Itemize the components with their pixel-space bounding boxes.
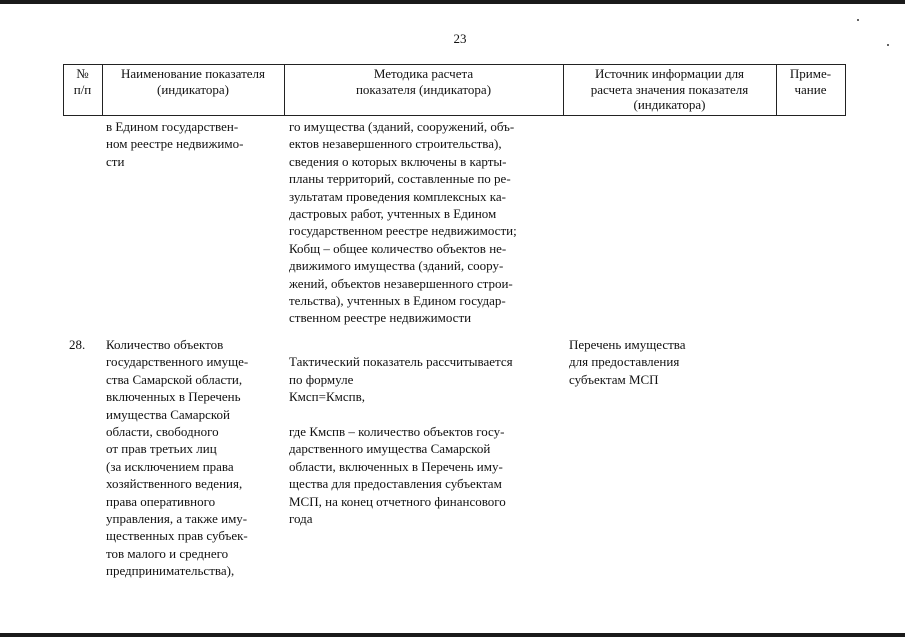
row-number: 28. xyxy=(69,337,86,352)
scan-speck xyxy=(887,44,889,46)
scan-top-edge xyxy=(0,0,905,4)
row-calculation-method xyxy=(289,336,559,527)
scan-speck xyxy=(857,19,859,21)
header-number: № п/п xyxy=(73,66,92,97)
table-top-border xyxy=(63,64,846,65)
table-border-right xyxy=(845,64,846,116)
page-number: 23 xyxy=(453,31,467,46)
method-intro: Тактический показатель рассчитывается по формуле xyxy=(289,354,513,387)
formula: Кмсп=Кмспв, xyxy=(289,389,365,405)
header-note: Приме- чание xyxy=(789,66,832,97)
method-definition: где Кмспв – количество объектов госу- дарственного имущества Самарской области, включенных в Перечень иму- щества для предоставления субъектам МСП, на конец отчетного финансового года xyxy=(289,424,506,527)
row-information-source: Перечень имущества для предоставления субъектам МСП xyxy=(569,337,686,387)
header-calculation-method: Методика расчета показателя (индикатора) xyxy=(355,66,492,97)
table-header-bottom-border xyxy=(63,115,846,116)
header-indicator-name: Наименование показателя (индикатора) xyxy=(120,66,266,97)
header-information-source: Источник информации для расчета значения показателя (индикатора) xyxy=(590,66,749,112)
row-continuation-name: в Едином государствен- ном реестре недвижимо- сти xyxy=(106,119,244,169)
scan-bottom-edge xyxy=(0,633,905,637)
row-continuation-method: го имущества (зданий, сооружений, объ- ектов незавершенного строительства), сведения о которых включены в карты- планы территорий, составленные по ре- зультатам проведения комплексных ка- дастровых работ, учтенных в Едином государственном реестре недвижимости; Кобщ – общее количество объектов не- движимого имущества (зданий, соору- жений, объектов незавершенного строи- тельства), учтенных в Едином государ- ственном реестре недвижимости xyxy=(289,119,517,326)
row-indicator-name: Количество объектов государственного имуще- ства Самарской области, включенных в Перечень имущества Самарской области, свободного от прав третьих лиц (за исключением права хозяйственного ведения, права оперативного управления, а также иму- щественных прав субъек- тов малого и среднего предпринимательства), xyxy=(106,337,249,579)
